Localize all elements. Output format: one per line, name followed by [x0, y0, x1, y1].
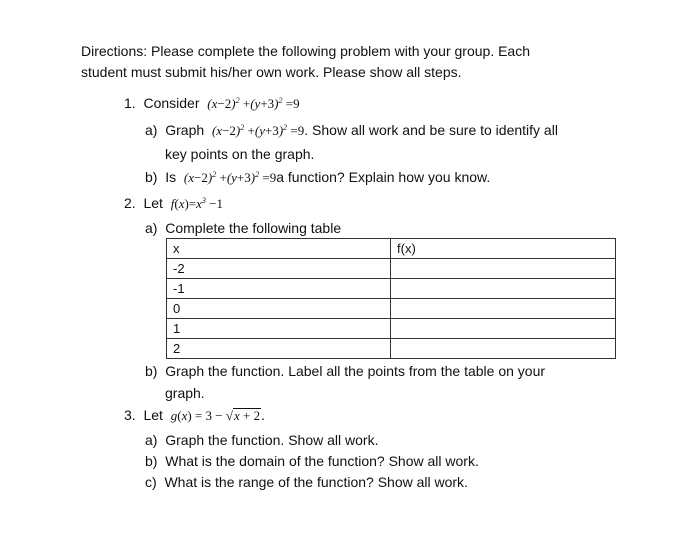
cubic-function: $f(x)=x^3 -1$	[170, 196, 224, 211]
header-x: x	[167, 239, 391, 259]
table-row	[167, 259, 616, 279]
fx-cell-empty[interactable]	[391, 259, 616, 279]
problem-2b-line-1: Graph the function. Label all the points from the table on your	[165, 363, 546, 379]
problem-2	[124, 194, 223, 213]
problem-3-intro: Let	[143, 407, 163, 423]
problem-3c-label: c)	[145, 474, 157, 490]
problem-2b-line-2: graph.	[165, 385, 205, 401]
x-cell: -2	[167, 259, 391, 279]
problem-1b-prefix: Is	[165, 169, 177, 185]
fx-cell-empty[interactable]	[391, 339, 616, 359]
directions-line-2: student must submit his/her own work. Please show all steps.	[81, 64, 462, 80]
header-fx: f(x)	[391, 239, 616, 259]
fx-cell-empty[interactable]	[391, 299, 616, 319]
table-row	[167, 319, 616, 339]
problem-1	[124, 94, 300, 113]
problem-3c-text: What is the range of the function? Show all work.	[164, 474, 468, 490]
problem-3b-label: b)	[145, 453, 158, 469]
x-cell: 0	[167, 299, 391, 319]
problem-1a	[145, 121, 558, 140]
problem-2-intro: Let	[143, 195, 163, 211]
problem-2a	[145, 219, 341, 237]
directions-line-1: Directions: Please complete the following problem with your group. Each	[81, 43, 531, 59]
problem-3b	[145, 452, 479, 470]
problem-2b	[145, 362, 545, 380]
problem-3a-label: a)	[145, 432, 158, 448]
problem-2b-label: b)	[145, 363, 158, 379]
problem-3b-text: What is the domain of the function? Show all work.	[165, 453, 479, 469]
problem-2a-text: Complete the following table	[165, 220, 342, 236]
table-header-row	[167, 239, 616, 259]
problem-2a-label: a)	[145, 220, 158, 236]
problem-3	[124, 406, 265, 425]
problem-1b	[145, 168, 490, 187]
problem-3-number: 3.	[124, 407, 136, 423]
circle-equation: $(x-2)^2 +(y+3)^2 =9$	[183, 170, 277, 185]
problem-1b-suffix: a function? Explain how you know.	[276, 169, 491, 185]
circle-equation: $(x-2)^2 +(y+3)^2 =9$	[211, 123, 305, 138]
problem-3a-text: Graph the function. Show all work.	[165, 432, 379, 448]
problem-1a-label: a)	[145, 122, 158, 138]
table-row	[167, 339, 616, 359]
circle-equation: $(x-2)^2 +(y+3)^2 =9$	[207, 96, 300, 111]
fx-cell-empty[interactable]	[391, 279, 616, 299]
x-cell: 2	[167, 339, 391, 359]
problem-3a	[145, 431, 378, 449]
x-cell: 1	[167, 319, 391, 339]
table-row	[167, 279, 616, 299]
problem-3-period: .	[261, 407, 265, 423]
problem-1-intro: Consider	[143, 95, 200, 111]
problem-1a-prefix: Graph	[165, 122, 205, 138]
x-cell: -1	[167, 279, 391, 299]
function-table	[166, 238, 616, 359]
problem-3c	[145, 473, 468, 491]
fx-cell-empty[interactable]	[391, 319, 616, 339]
problem-1a-line-2: key points on the graph.	[165, 146, 315, 162]
table-row	[167, 299, 616, 319]
problem-1-number: 1.	[124, 95, 136, 111]
radical-function: g(x) = 3 − √x + 2	[170, 408, 261, 423]
problem-1a-suffix: . Show all work and be sure to identify all	[304, 122, 558, 138]
problem-1b-label: b)	[145, 169, 158, 185]
problem-2-number: 2.	[124, 195, 136, 211]
